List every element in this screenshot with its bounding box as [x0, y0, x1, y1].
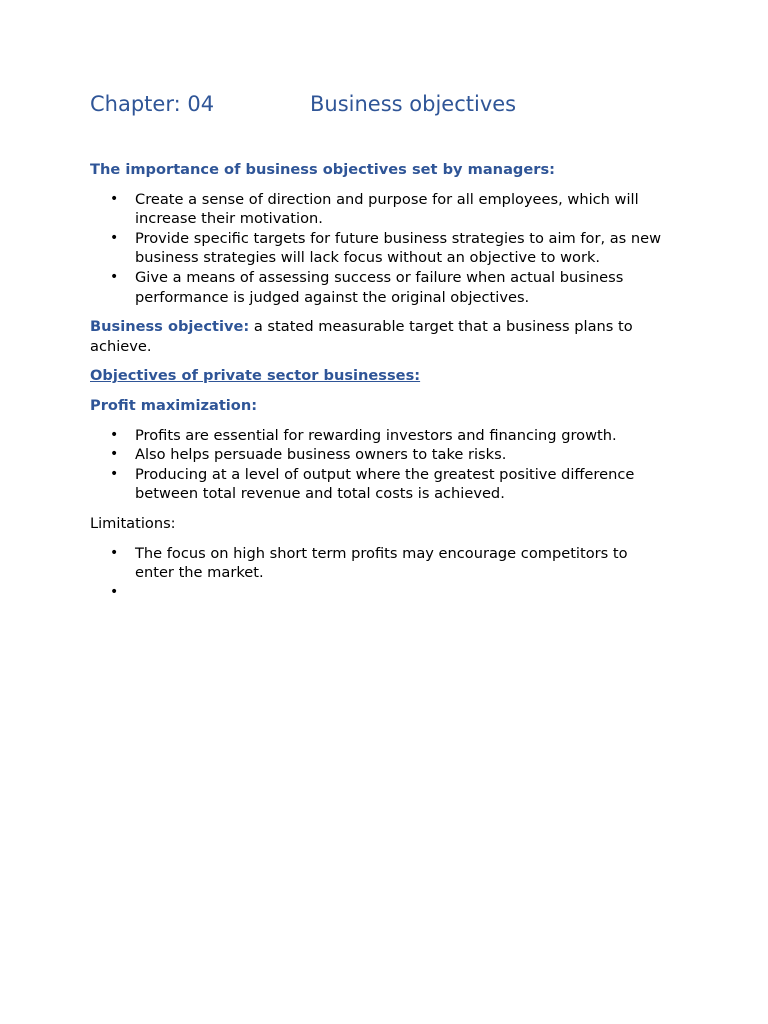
- bullet-icon: •: [110, 544, 119, 561]
- bullet-icon: •: [110, 583, 119, 600]
- private-sector-heading: Objectives of private sector businesses:: [90, 367, 421, 385]
- profit-heading: Profit maximization:: [90, 396, 258, 414]
- chapter-number: Chapter: 04: [90, 92, 215, 116]
- definition-text: a stated measurable target that a business plans to achieve.: [90, 318, 633, 355]
- bullet-icon: •: [110, 426, 119, 443]
- list-item: • Provide specific targets for future business strategies to aim for, as new business strategies will lack focus without an objective to work.: [110, 229, 662, 267]
- profit-list: [90, 426, 670, 504]
- chapter-heading: [90, 92, 516, 116]
- bullet-icon: •: [110, 229, 119, 246]
- list-item: • Producing at a level of output where the greatest positive difference between total revenue and total costs is achieved.: [110, 465, 635, 503]
- chapter-title: Business objectives: [310, 92, 517, 116]
- document-body: [90, 160, 670, 612]
- bullet-icon: •: [110, 190, 119, 207]
- definition-term: Business objective:: [90, 318, 250, 336]
- list-item: • Create a sense of direction and purpose for all employees, which will increase their motivation.: [110, 190, 639, 228]
- list-item: • The focus on high short term profits may encourage competitors to enter the market.: [110, 544, 628, 582]
- limitations-list: [90, 544, 670, 603]
- definition-paragraph: [90, 317, 670, 356]
- list-item: • Also helps persuade business owners to take risks.: [110, 446, 507, 464]
- importance-list: [90, 190, 670, 308]
- list-item: [90, 583, 670, 603]
- bullet-icon: •: [110, 465, 119, 482]
- importance-heading: The importance of business objectives set by managers:: [90, 161, 555, 178]
- bullet-icon: •: [110, 268, 119, 285]
- list-item: • Profits are essential for rewarding investors and financing growth.: [110, 426, 617, 444]
- limitations-label: Limitations:: [90, 514, 176, 532]
- list-item: • Give a means of assessing success or failure when actual business performance is judged against the original objectives.: [110, 268, 624, 306]
- bullet-icon: •: [110, 446, 119, 463]
